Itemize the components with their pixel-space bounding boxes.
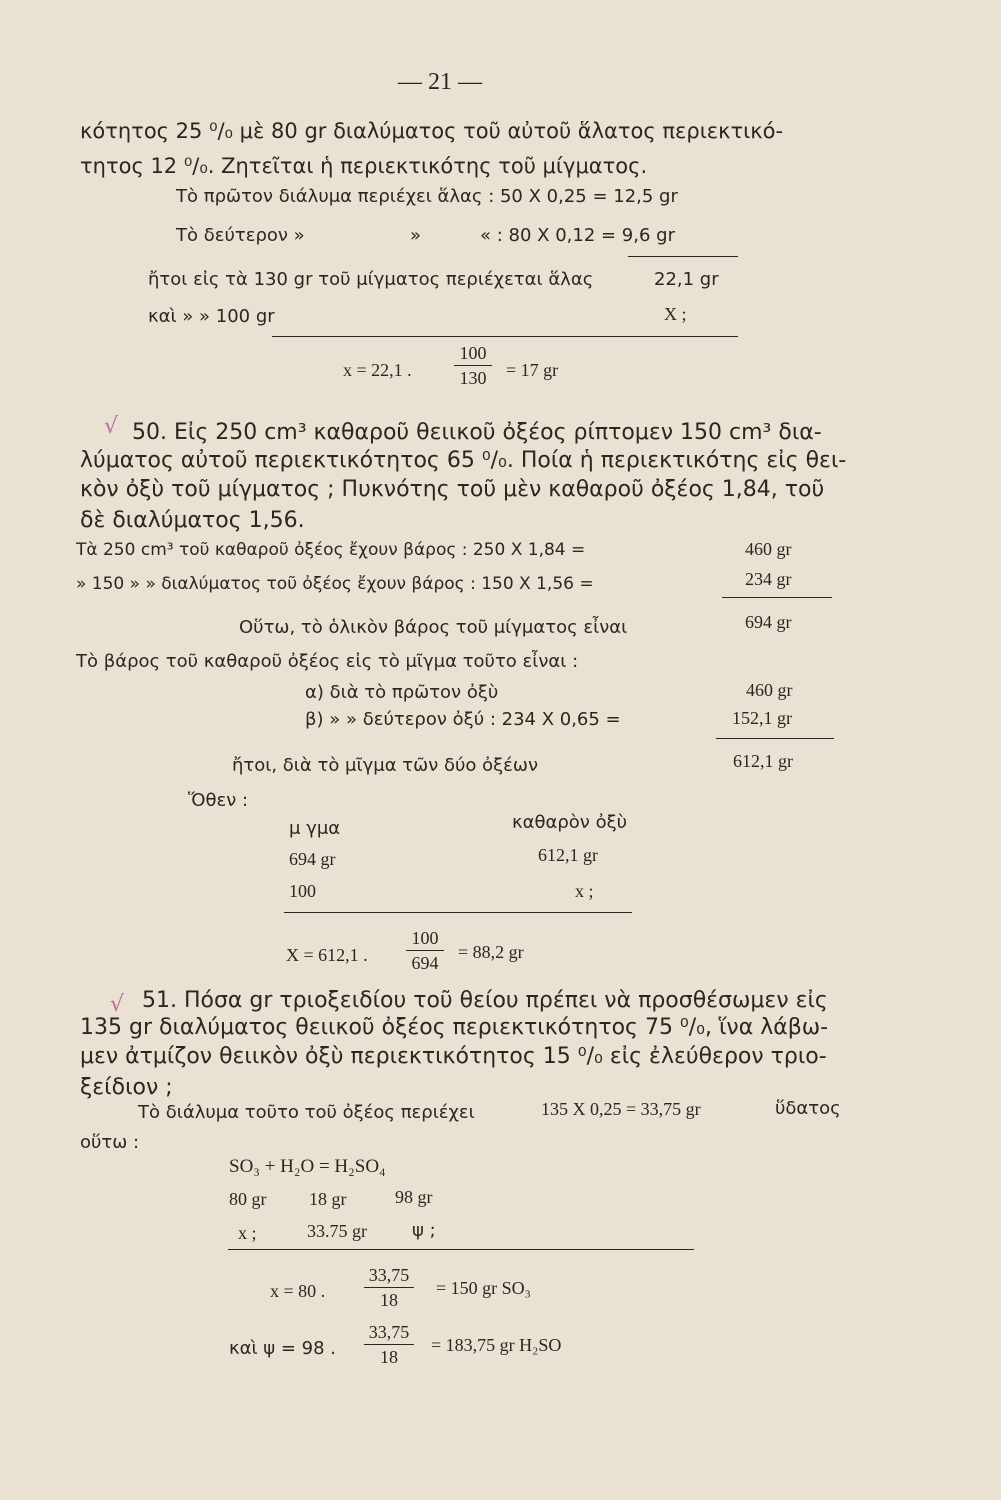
p50-r1c1: 694 gr — [289, 849, 336, 869]
intro-line-1: κότητος 25 ⁰/₀ μὲ 80 gr διαλύματος τοῦ αὐτοῦ ἅλατος περιεκτικό- — [80, 119, 784, 143]
calc1-fraction-denominator: 130 — [459, 368, 487, 388]
p50-rule-1 — [722, 597, 832, 598]
p51-equation: SO₃ + H₂O = H₂SO₄ — [229, 1156, 386, 1177]
p51-x-fraction — [364, 1266, 414, 1309]
p51-water-c: ὕδατος — [775, 1098, 841, 1119]
p50-fraction — [406, 929, 444, 972]
p50-pure-line: Τὸ βάρος τοῦ καθαροῦ ὀξέος εἰς τὸ μῖγμα τοῦτο εἶναι : — [76, 651, 579, 672]
problem-51-line-3: μεν ἀτμίζον θειικὸν ὀξὺ περιεκτικότητος 15 ⁰/₀ εἰς ἐλεύθερον τριο- — [80, 1044, 827, 1069]
p51-y-numerator: 33,75 — [364, 1323, 414, 1345]
p50-b-b: 152,1 gr — [732, 708, 792, 728]
p51-mass-2b: 33.75 gr — [307, 1221, 367, 1241]
problem-50-line-1: 50. Εἰς 250 cm³ καθαροῦ θειικοῦ ὀξέος ρίπτομεν 150 cm³ δια- — [132, 420, 822, 445]
p51-mass-1b: 18 gr — [309, 1189, 347, 1209]
p50-a-b: 460 gr — [746, 680, 793, 700]
p50-hence: Ὅθεν : — [188, 790, 249, 811]
p50-col1-header: μ γμα — [289, 818, 341, 839]
calc1-line-3b: 22,1 gr — [654, 269, 719, 290]
p50-rule-2 — [716, 738, 834, 739]
p50-fraction-numerator: 100 — [406, 929, 444, 951]
p51-y-denominator: 18 — [380, 1347, 398, 1367]
calc1-line-2a: Τὸ δεύτερον » — [176, 225, 305, 246]
p50-total-a: Οὕτω, τὸ ὁλικὸν βάρος τοῦ μίγματος εἶναι — [239, 617, 628, 638]
p51-rule-1 — [228, 1249, 694, 1250]
problem-51-line-4: ξείδιον ; — [80, 1075, 173, 1100]
calc1-rule-1 — [628, 256, 738, 257]
calc1-fraction-numerator: 100 — [454, 344, 492, 366]
intro-line-2: τητος 12 ⁰/₀. Ζητεῖται ἡ περιεκτικότης τοῦ μίγματος. — [80, 154, 648, 178]
p51-y-lhs: καὶ ψ = 98 . — [229, 1338, 337, 1359]
problem-51-line-2: 135 gr διαλύματος θειικοῦ ὀξέος περιεκτικότητος 75 ⁰/₀, ἵνα λάβω- — [80, 1015, 829, 1040]
p50-weight-2a: » 150 » » διαλύματος τοῦ ὀξέος ἔχουν βάρος : 150 X 1,56 = — [76, 574, 594, 594]
p51-water-a: Τὸ διάλυμα τοῦτο τοῦ ὀξέος περιέχει — [138, 1102, 475, 1123]
p51-mass-2c: ψ ; — [412, 1220, 436, 1241]
p50-weight-1a: Τὰ 250 cm³ τοῦ καθαροῦ ὀξέος ἔχουν βάρος : 250 X 1,84 = — [76, 540, 586, 560]
p51-mass-1a: 80 gr — [229, 1189, 267, 1209]
p51-thus: οὕτω : — [80, 1132, 140, 1153]
calc1-line-4b: X ; — [664, 304, 687, 324]
p51-x-numerator: 33,75 — [364, 1266, 414, 1288]
p50-rule-3 — [284, 912, 632, 913]
p50-sum-a: ἤτοι, διὰ τὸ μῖγμα τῶν δύο ὀξέων — [232, 755, 539, 776]
calc1-fraction — [454, 344, 492, 387]
p50-result-lhs: X = 612,1 . — [286, 945, 368, 965]
calc1-rule-2 — [272, 336, 738, 337]
calc1-line-3a: ἤτοι εἰς τὰ 130 gr τοῦ μίγματος περιέχεται ἅλας — [148, 269, 594, 290]
p50-r2c1: 100 — [289, 881, 316, 901]
calc1-line-1: Τὸ πρῶτον διάλυμα περιέχει ἅλας : 50 X 0,25 = 12,5 gr — [176, 186, 678, 207]
p51-x-rhs: = 150 gr SO₃ — [436, 1278, 531, 1298]
calc1-line-2b: » — [410, 225, 422, 246]
p50-b-a: β) » » δεύτερον ὀξύ : 234 X 0,65 = — [305, 709, 621, 730]
calc1-line-4a: καὶ » » 100 gr — [148, 306, 275, 327]
p51-mass-1c: 98 gr — [395, 1187, 433, 1207]
check-mark-50: √ — [104, 414, 119, 439]
p50-result-rhs: = 88,2 gr — [458, 942, 524, 962]
p50-a-a: α) διὰ τὸ πρῶτον ὀξὺ — [305, 682, 499, 703]
problem-51-line-1: 51. Πόσα gr τριοξειδίου τοῦ θείου πρέπει νὰ προσθέσωμεν εἰς — [142, 988, 828, 1013]
p51-mass-2a: x ; — [238, 1223, 257, 1243]
p50-r1c2: 612,1 gr — [538, 845, 598, 865]
page-number: — 21 — — [398, 69, 482, 95]
p51-water-b: 135 X 0,25 = 33,75 gr — [541, 1099, 701, 1119]
p50-sum-b: 612,1 gr — [733, 751, 793, 771]
p51-y-rhs: = 183,75 gr H₂SO — [431, 1335, 562, 1355]
p50-fraction-denominator: 694 — [411, 953, 439, 973]
p51-x-denominator: 18 — [380, 1290, 398, 1310]
p50-total-b: 694 gr — [745, 612, 792, 632]
calc1-result-rhs: = 17 gr — [506, 360, 559, 380]
problem-50-line-3: κὸν ὀξὺ τοῦ μίγματος ; Πυκνότης τοῦ μὲν καθαροῦ ὀξέος 1,84, τοῦ — [80, 477, 825, 502]
problem-50-line-2: λύματος αὐτοῦ περιεκτικότητος 65 ⁰/₀. Ποία ἡ περιεκτικότης εἰς θει- — [80, 448, 847, 473]
p50-col2-header: καθαρὸν ὀξὺ — [512, 812, 628, 833]
check-mark-51: √ — [110, 992, 125, 1017]
problem-50-line-4: δὲ διαλύματος 1,56. — [80, 508, 305, 533]
p50-weight-2b: 234 gr — [745, 569, 792, 589]
p51-y-fraction — [364, 1323, 414, 1366]
calc1-line-2c: « : 80 X 0,12 = 9,6 gr — [480, 225, 675, 246]
calc1-result-lhs: x = 22,1 . — [343, 360, 412, 380]
p51-x-lhs: x = 80 . — [270, 1281, 326, 1301]
p50-r2c2: x ; — [575, 881, 594, 901]
p50-weight-1b: 460 gr — [745, 539, 792, 559]
